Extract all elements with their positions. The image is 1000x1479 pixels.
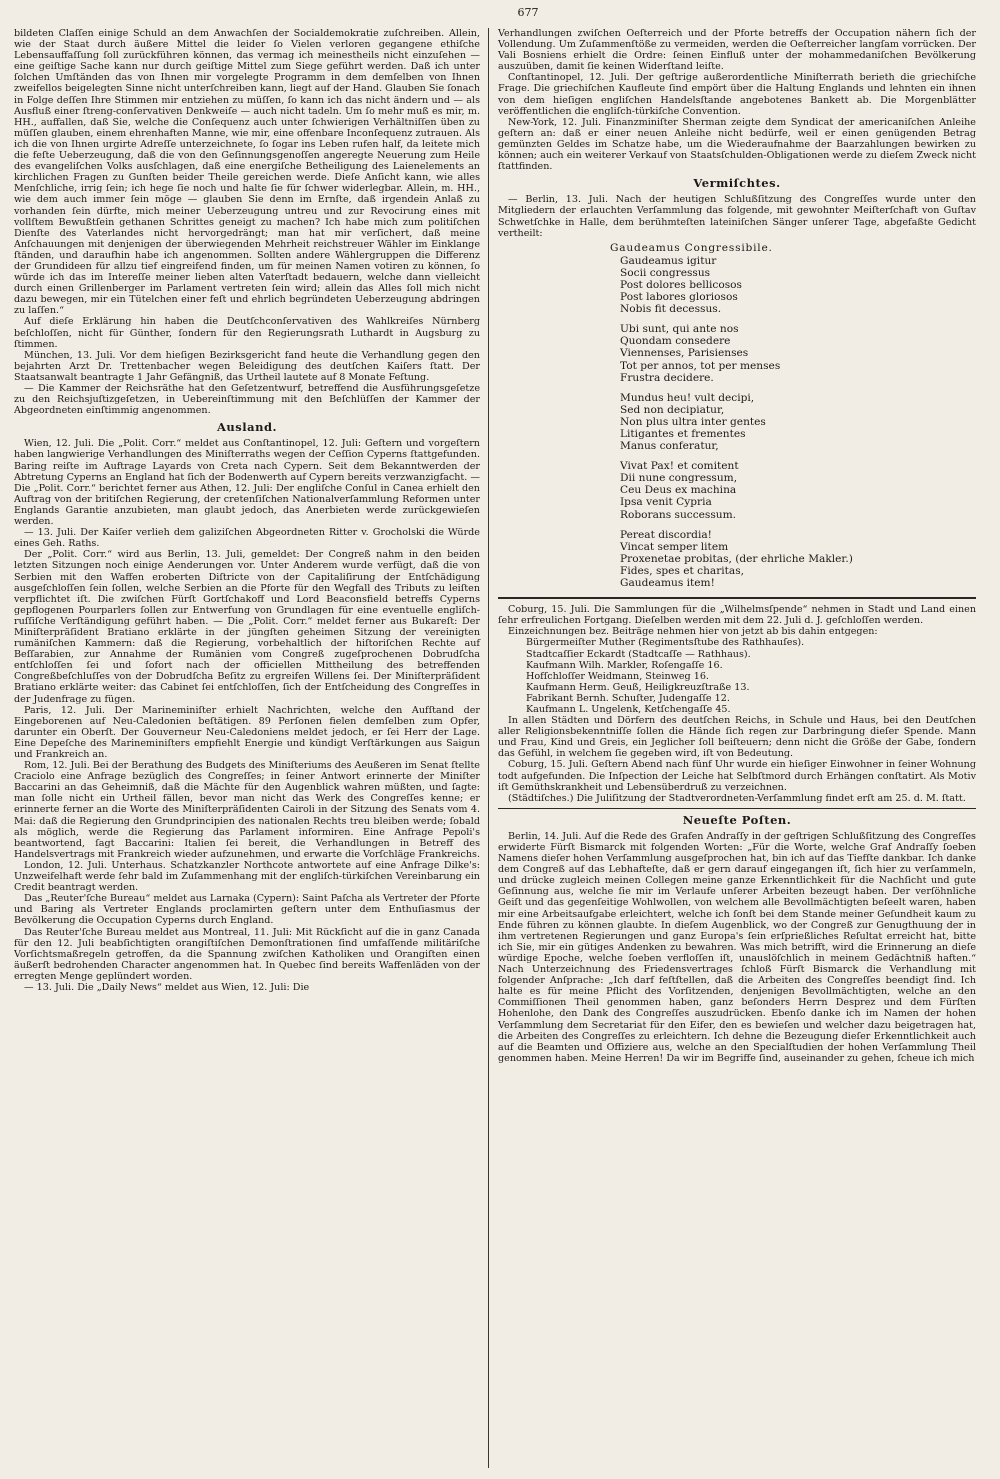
poem-line: Sed non decipiatur,	[620, 403, 725, 416]
poem-line: Socii congressus	[620, 266, 711, 279]
article-paragraph: München, 13. Juli. Vor dem hieſigen Bezirksgericht fand heute die Verhandlung gegen den bejahrten Arzt Dr. Trettenbacher wegen Beleidigung des deutſchen Kaiſers ſtatt. Der Staatsanwalt beantragte 1 Jahr Gefängniß, das Urtheil lautete auf 8 Monate Feſtung.	[14, 349, 480, 383]
section-heading-vermischtes: Vermiſchtes.	[693, 176, 781, 191]
article-paragraph: Coburg, 15. Juli. Die Sammlungen für die „Wilhelmsſpende“ nehmen in Stadt und Land einen ſehr erfreulichen Fortgang. Dieſelben werden mit dem 22. Juli d. J. geſchloſſen werden.	[498, 604, 976, 627]
section-heading-ausland: Ausland.	[217, 420, 277, 435]
article-paragraph: London, 12. Juli. Unterhaus. Schatzkanzler Northcote antwortete auf eine Anfrage Dilke's: Unzweifelhaft werde ſehr bald im Zuſammenhang mit der engliſch-türkiſchen Vereinbarung ein Credit beantragt werden.	[14, 859, 480, 894]
poem-stanza	[620, 323, 976, 383]
article-paragraph: Das Reuter'ſche Bureau meldet aus Montreal, 11. Juli: Mit Rückſicht auf die in ganz Canada für den 12. Juli beabſichtigten orangiſtiſchen Demonſtrationen ſind umfaſſende militäriſche Vorſichtsmaßregeln getroffen, da die Spannung zwiſchen Katholiken und Orangiſten einen äußerſt bedrohenden Character angenommen hat. In Quebec ſind bereits Waffenläden von der erregten Menge geplündert worden.	[14, 926, 480, 982]
poem-line: Ceu Deus ex machina	[620, 484, 737, 497]
list-item: Hofſchloſſer Weidmann, Steinweg 16.	[526, 670, 709, 682]
poem-line: Vincat semper litem	[620, 540, 729, 553]
article-paragraph: Coburg, 15. Juli. Geſtern Abend nach fünf Uhr wurde ein hieſiger Einwohner in ſeiner Wohnung todt aufgefunden. Die Inſpection der Leiche hat Selbſtmord durch Erhängen conſtatirt. Als Motiv iſt Gemüthskrankheit und Lebensüberdruß zu verzeichnen.	[498, 759, 976, 793]
article-paragraph: (Städtiſches.) Die Juliſitzung der Stadtverordneten-Verſammlung findet erſt am 25. d. M. ſtatt.	[508, 792, 966, 804]
poem-stanza	[620, 392, 976, 452]
poem-stanza	[620, 529, 976, 589]
list-item: Fabrikant Bernh. Schuſter, Judengaſſe 12.	[526, 692, 730, 704]
article-paragraph: — Berlin, 13. Juli. Nach der heutigen Schlußſitzung des Congreſſes wurde unter den Mitgliedern der erlauchten Verſammlung das folgende, mit gewohnter Meiſterſchaft von Guſtav Schwetſchke in Halle, dem berühmteſten lateiniſchen Sänger unſerer Tage, abgefaßte Gedicht vertheilt:	[498, 194, 976, 239]
poem-line: Mundus heu! vult decipi,	[620, 391, 755, 404]
article-paragraph: — 13. Juli. Die „Daily News“ meldet aus Wien, 12. Juli: Die	[24, 981, 310, 993]
poem-line: Tot per annos, tot per menses	[620, 359, 781, 372]
list-item: Kaufmann L. Ungelenk, Ketſchengaſſe 45.	[526, 703, 731, 715]
article-paragraph: Auf dieſe Erklärung hin haben die Deutſchconſervativen des Wahlkreiſes Nürnberg beſchloſſen, nicht für Günther, ſondern für den Regierungsrath Luthardt in Augsburg zu ſtimmen.	[14, 316, 480, 350]
poem-stanza	[620, 460, 976, 520]
poem-line: Ipsa venit Cypria	[620, 496, 712, 509]
poem-line: Nobis fit decessus.	[620, 303, 722, 316]
contributor-list	[526, 637, 976, 715]
list-item: Kaufmann Herm. Geuß, Heiligkreuzſtraße 13.	[526, 681, 750, 693]
poem-line: Post labores gloriosos	[620, 291, 738, 304]
article-paragraph: In allen Städten und Dörfern des deutſchen Reichs, in Schule und Haus, bei den Deutſchen aller Religionsbekenntniſſe ſollen die Hände ſich regen zur Darbringung dieſer Spende. Mann und Frau, Kind und Greis, ein Jeglicher ſoll beiſteuern; denn nicht die Größe der Gabe, ſondern das Gefühl, in welchem ſie gegeben wird, iſt von Bedeutung.	[498, 715, 976, 760]
page-number: 677	[517, 6, 539, 19]
list-item: Stadtcaſſier Eckardt (Stadtcaſſe — Rathhaus).	[526, 648, 751, 660]
poem-line: Gaudeamus item!	[620, 577, 715, 590]
poem-line: Proxenetae probitas, (der ehrliche Makler.)	[620, 552, 853, 565]
poem-line: Dii nune congressum,	[620, 472, 738, 485]
right-column	[488, 28, 976, 1468]
article-paragraph: Das „Reuter'ſche Bureau“ meldet aus Larnaka (Cypern): Saint Paſcha als Vertreter der Pforte und Baring als Vertreter Englands proclamirten geſtern unter dem Enthuſiasmus der Bevölkerung die Occupation Cyperns durch England.	[14, 893, 480, 927]
list-item: Bürgermeiſter Muther (Regimentsſtube des Rathhauſes).	[526, 637, 805, 649]
poem-line: Viennenses, Parisienses	[620, 347, 749, 360]
poem-line: Quondam consedere	[620, 335, 731, 348]
poem-line: Post dolores bellicosos	[620, 278, 742, 291]
poem-line: Ubi sunt, qui ante nos	[620, 323, 739, 336]
left-column	[14, 28, 488, 1468]
poem	[610, 241, 976, 590]
article-paragraph: bildeten Claſſen einige Schuld an dem Anwachſen der Socialdemokratie zuſchreiben. Allein, wie der Staat durch äußere Mittel die leider ſo Vielen verloren gegangene ethiſche Lebensauffaſſung ſoll zurückführen können, das vermag ich meinestheils nicht einzuſehen — eine geiſtige Sache kann nur durch geiſtige Mittel zum Siege geführt werden. Daß ich unter ſolchen Umſtänden das von Ihnen mir vorgelegte Programm in dem demſelben von Ihnen zweifellos beigelegten Sinne nicht unterſchreiben kann, liegt auf der Hand. Glauben Sie ſonach in Folge deſſen Ihre Stimmen mir entziehen zu müſſen, ſo kann ich das nicht ändern und — als Ausfluß einer ſtreng-conſervativen Denkweiſe — auch nicht tadeln. Um ſo mehr muß es mir, m. HH., auffallen, daß Sie, welche die Conſequenz auch unter ſchwierigen Verhältniſſen üben zu müſſen glauben, einem ehrenhaften Manne, wie mir, eine offenbare Inconſequenz zutrauen. Als ich die von Ihnen urgirte Adreſſe unterzeichnete, ſo ſogar ins Leben rufen half, da leitete mich die feſte Ueberzeugung, daß die von den Geſinnungsgenoſſen angeregte Neuerung zum Heile des evangeliſchen Volks ausſchlagen, daß eine energiſche Betheiligung des Laienelements an kirchlichen Fragen zu Gunſten beider Theile gereichen werde. Dieſe Anſicht kann, wie alles Menſchliche, irrig ſein; ich hege ſie noch und halte ſie für ſchwer widerlegbar. Allein, m. HH., wie dem auch immer ſein möge — glauben Sie denn im Ernſte, daß irgendein Anlaß zu vorhanden ſein dürfte, mich meiner Ueberzeugung untreu und zur Revocirung eines mit vollſtem Bewußtſein gethanen Schrittes geneigt zu machen? Ich habe mich zum politiſchen Dienſte des Vaterlandes nicht hervorgedrängt; man hat mir verſichert, daß meine Anſchauungen mit denjenigen der überwiegenden Mehrheit reichstreuer Wähler im Einklange ſtänden, und daraufhin habe ich angenommen. Sollten andere Wählergruppen die Differenz der Grundideen für allzu tief eingreifend finden, um für meinen Namen votiren zu können, ſo würde ich das im Intereſſe meiner lieben alten Vaterſtadt bedauern, welche dann vielleicht durch einen Grillenberger im Parlament vertreten ſein wird; allein das Alles ſoll mich nicht dazu bewegen, mir ein Tütelchen einer feſt und ehrlich begründeten Ueberzeugung abdringen zu laſſen.“	[14, 28, 480, 317]
columns	[14, 28, 982, 1468]
section-heading-neueste-posten: Neueſte Poſten.	[682, 812, 792, 827]
poem-line: Vivat Pax! et comitent	[620, 460, 739, 473]
poem-line: Frustra decidere.	[620, 371, 714, 384]
poem-line: Roborans successum.	[620, 508, 737, 521]
article-paragraph: Einzeichnungen bez. Beiträge nehmen hier von jetzt ab bis dahin entgegen:	[508, 626, 878, 638]
poem-line: Manus conferatur,	[620, 440, 719, 453]
article-paragraph: Verhandlungen zwiſchen Oeſterreich und der Pforte betreffs der Occupation nähern ſich der Vollendung. Um Zuſammenſtöße zu vermeiden, werden die Oeſterreicher langſam vorrücken. Der Vali Bosniens erhielt die Ordre: ſeinen Einfluß unter der mohammedaniſchen Bevölkerung auszuüben, damit ſie keinen Widerſtand leiſte.	[498, 28, 976, 73]
list-item: Kaufmann Wilh. Markler, Roſengaſſe 16.	[526, 659, 723, 671]
article-paragraph: Berlin, 14. Juli. Auf die Rede des Grafen Andraſſy in der geſtrigen Schlußſitzung des Congreſſes erwiderte Fürſt Bismarck mit folgenden Worten: „Für die Worte, welche Graf Andraſſy ſoeben Namens dieſer hohen Verſammlung ausgeſprochen hat, bin ich auf das Tiefſte dankbar. Ich danke dem Congreß auf das Lebhafteſte, daß er gern darauf eingegangen iſt, ſich hier zu verſammeln, und drücke zugleich meinen Collegen meine ganze Erkenntlichkeit für die Nachſicht und gute Geſinnung aus, welche ſie mir im Verlaufe unſerer Arbeiten bezeugt haben. Der verſöhnliche Geiſt und das gegenſeitige Wohlwollen, von welchem alle Bevollmächtigten beſeelt waren, haben mir eine Arbeitsaufgabe erleichtert, welche ich ſonſt bei dem Stande meiner Geſundheit kaum zu Ende führen zu können glaubte. In dieſem Augenblick, wo der Congreß zur Genugthuung der in ihm vertretenen Regierungen und ganz Europa's ſein erſprießliches Reſultat erreicht hat, bitte ich Sie, mir ein gütiges Andenken zu bewahren. Was mich betrifft, wird die Erinnerung an dieſe würdige Epoche, welche ſoeben verfloſſen iſt, unauslöſchlich in meinem Gedächtniß haften.“ Nach Unterzeichnung des Friedensvertrages ſchloß Fürſt Bismarck die Verhandlung mit folgender Anſprache: „Ich darf feſtſtellen, daß die Arbeiten des Congreſſes beendigt ſind. Ich halte es für meine Pflicht des Vorſitzenden, denjenigen Bevollmächtigten, welche an den Commiſſionen Theil genommen haben, ganz beſonders Herrn Desprez und dem Fürſten Hohenlohe, den Dank des Congreſſes auszudrücken. Ebenſo danke ich im Namen der hohen Verſammlung dem Secretariat für den Eifer, den es bewieſen und welcher dazu beigetragen hat, die Arbeiten des Congreſſes zu erleichtern. Ich dehne die Bezeugung dieſer Erkenntlichkeit auch auf die Beamten und Offiziere aus, welche an den Specialſtudien der hohen Verſammlung Theil genommen haben. Meine Herren! Da wir im Begriffe ſind, auseinander zu gehen, ſcheue ich mich	[498, 830, 976, 1064]
poem-line: Pereat discordia!	[620, 528, 712, 541]
article-paragraph: Conſtantinopel, 12. Juli. Der geſtrige außerordentliche Miniſterrath berieth die griechiſche Frage. Die griechiſchen Kaufleute ſind empört über die Haltung Englands und lehnten ein ihnen von dem hieſigen engliſchen Handelsſtande angebotenes Bankett ab. Die Morgenblätter veröffentlichen die engliſch-türkiſche Convention.	[498, 72, 976, 117]
article-paragraph: — Die Kammer der Reichsräthe hat den Geſetzentwurf, betreffend die Ausführungsgeſetze zu den Reichsjuſtizgeſetzen, in Uebereinſtimmung mit den Beſchlüſſen der Kammer der Abgeordneten einſtimmig angenommen.	[14, 383, 480, 417]
article-paragraph: Der „Polit. Corr.“ wird aus Berlin, 13. Juli, gemeldet: Der Congreß nahm in den beiden letzten Sitzungen noch einige Aenderungen vor. Unter Anderem wurde verfügt, daß die von Serbien mit den Waffen eroberten Diſtricte von der Capitaliſirung der Entſchädigung ausgeſchloſſen ſein ſollen, welche Serbien an die Pforte für den Wegfall des Tributs zu leiſten verpflichtet iſt. Die zwiſchen Fürſt Gortſchakoff und Lord Beaconsfield betreffs Cyperns gepflogenen Pourparlers ſollen zur Entwerfung von Grundlagen für eine eventuelle engliſch-ruſſiſche Verſtändigung geführt haben. — Die „Polit. Corr.“ meldet ferner aus Bukareſt: Der Miniſterpräſident Bratiano erklärte in der jüngſten geheimen Sitzung der vereinigten rumäniſchen Kammern: daß die Regierung, vorbehaltlich der hiſtoriſchen Rechte auf Beſſarabien, zur Annahme der Rumänien vom Congreß zugeſprochenen Dobrudſcha entſchloſſen ſei und ſofort nach der officiellen Mittheilung des betreffenden Congreßbeſchluſſes von der Dobrudſcha Beſitz zu ergreifen Willens ſei. Der Miniſterpräſident Bratiano erklärte weiter: das Cabinet ſei entſchloſſen, ſich der Entſcheidung des Congreſſes in der Judenfrage zu fügen.	[14, 549, 480, 705]
article-paragraph: Paris, 12. Juli. Der Marineminiſter erhielt Nachrichten, welche den Aufſtand der Eingeborenen auf Neu-Caledonien beſtätigen. 89 Perſonen fielen demſelben zum Opfer, darunter ein Oberſt. Der Gouverneur Neu-Caledoniens meldet jedoch, er ſei Herr der Lage. Eine Depeſche des Marineminiſters empfiehlt Energie und kündigt Verſtärkungen aus Saigun und Frankreich an.	[14, 704, 480, 760]
poem-line: Gaudeamus igitur	[620, 254, 717, 267]
article-paragraph: Rom, 12. Juli. Bei der Berathung des Budgets des Miniſteriums des Aeußeren im Senat ſtellte Craciolo eine Anfrage bezüglich des Congreſſes; in ſeiner Antwort erinnerte der Miniſter Baccarini an das Geheimniß, daß die Mächte für den Augenblick wahren müßten, und ſagte: man ſolle nicht ein Urtheil fällen, bevor man nicht das Werk des Congreſſes kenne; er erinnerte ferner an die Worte des Miniſterpräſidenten Cairoli in der Sitzung des Senats vom 4. Mai: daß die Regierung den Grundprincipien des nationalen Rechts treu bleiben werde; ſobald als möglich, werde die Regierung das Parlament informiren. Eine Anfrage Pepoli's beantwortend, ſagt Baccarini: Italien ſei bereit, die Verhandlungen in Betreff des Handelsvertrags mit Frankreich wieder aufzunehmen, und erwarte die Vorſchläge Frankreichs.	[14, 760, 481, 860]
poem-title: Gaudeamus Congressibile.	[610, 241, 773, 254]
poem-stanza	[620, 255, 976, 315]
article-paragraph: Wien, 12. Juli. Die „Polit. Corr.“ meldet aus Conſtantinopel, 12. Juli: Geſtern und vorgeſtern haben langwierige Verhandlungen des Miniſterraths wegen der Ceſſion Cyperns ſtattgefunden. Baring reiſte im Auftrage Layards von Creta nach Cypern. Seit dem Bekanntwerden der Abtretung Cyperns an England hat ſich der Bodenwerth auf Cypern bereits verzwanzigfacht. — Die „Polit. Corr.“ berichtet ferner aus Athen, 12. Juli: Der engliſche Conſul in Canea erhielt den Auftrag von der britiſchen Regierung, der cretenſiſchen Nationalverſammlung Reformen unter Englands Garantie anzubieten, man glaubt jedoch, das Anerbieten werde zurückgewieſen werden.	[14, 438, 480, 528]
section-divider	[498, 808, 976, 809]
poem-line: Non plus ultra inter gentes	[620, 415, 766, 428]
poem-line: Litigantes et frementes	[620, 428, 746, 440]
article-paragraph: New-York, 12. Juli. Finanzminiſter Sherman zeigte dem Syndicat der americaniſchen Anleihe geſtern an: daß er einer neuen Anleihe nicht bedürfe, weil er einen genügenden Betrag gemünzten Geldes im Schatze habe, um die Wiederaufnahme der Baarzahlungen bewirken zu können; auch ein weiterer Verkauf von Staatsſchulden-Obligationen werde zu dieſem Zweck nicht ſtattfinden.	[498, 116, 976, 173]
article-paragraph: — 13. Juli. Der Kaiſer verlieh dem galiziſchen Abgeordneten Ritter v. Grocholski die Würde eines Geh. Raths.	[14, 527, 480, 550]
poem-line: Fides, spes et charitas,	[620, 564, 745, 577]
section-divider	[498, 597, 976, 599]
